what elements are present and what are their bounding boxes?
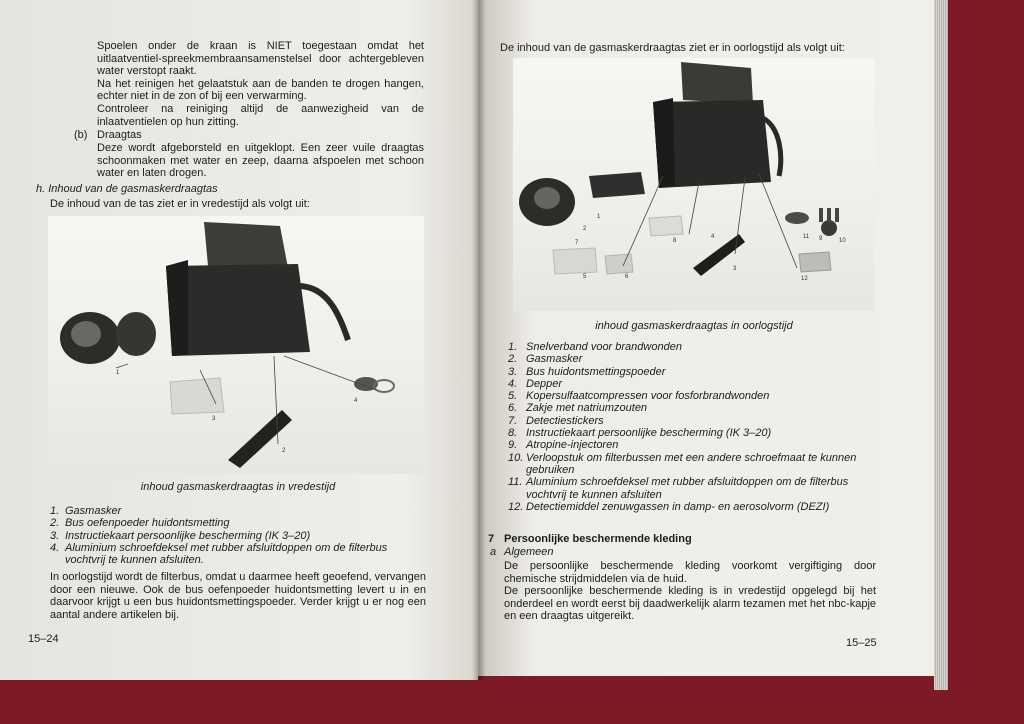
page-edges: [934, 0, 948, 690]
list-item: 1. Gasmasker: [50, 505, 122, 517]
compresses: [553, 248, 597, 274]
callout-11: 11: [803, 234, 810, 240]
wartime-contents-list: [508, 341, 878, 513]
callout-1: 1: [597, 214, 601, 220]
list-item: 8. Instructiekaart persoonlijke bescherming (IK 3–20): [508, 427, 772, 440]
callout-2: 2: [282, 448, 286, 454]
salt-bag: [605, 254, 633, 274]
callout-4: 4: [711, 234, 715, 240]
paragraph: Controleer na reiniging altijd de aanwezigheid van de inlaatventielen op hun zitting.: [97, 102, 424, 128]
callout-3: 3: [733, 266, 737, 272]
subsection-text: Deze wordt afgeborsteld en uitgeklopt. Een zeer vuile draagtas schoonmaken met water en zeep, daarna afspoelen met schoon water en laten drogen.: [97, 142, 424, 180]
dezi: [799, 252, 831, 272]
list-item: 4. Aluminium schroefdeksel met rubber afsluitdoppen om de filterbus vochtvrij te kunnen afsluiten.: [50, 541, 388, 567]
section-heading: Persoonlijke beschermende kleding: [504, 533, 692, 545]
book-gutter: [472, 0, 486, 680]
peacetime-contents-list: [50, 505, 426, 566]
bag-flap: [204, 222, 288, 268]
list-item: 4. Depper: [508, 377, 563, 390]
callout-9: 9: [819, 236, 823, 242]
list-item: 5. Kopersulfaatcompressen voor fosforbrandwonden: [508, 390, 770, 403]
bandage-pack: [589, 172, 645, 198]
subsection-label: (b): [74, 129, 88, 141]
bag-flap: [681, 62, 753, 104]
section-intro: De inhoud van de tas ziet er in vredestijd als volgt uit:: [50, 198, 310, 210]
screw-lid: [821, 220, 837, 236]
list-item: 3. Bus huidontsmettingspoeder: [508, 365, 666, 378]
callout-4: 4: [354, 398, 358, 404]
card: [649, 216, 683, 236]
list-item: 7. Detectiestickers: [508, 414, 604, 427]
callout-2: 2: [583, 226, 587, 232]
list-item: 10. Verloopstuk om filterbussen met een andere schroefmaat te kunnen gebruiken: [508, 451, 857, 476]
peacetime-contents-photo: [48, 216, 424, 474]
instruction-card: [170, 378, 224, 414]
section-number: 7: [488, 533, 495, 545]
subsection-heading: Draagtas: [97, 129, 142, 141]
list-item: 2. Gasmasker: [508, 353, 583, 366]
callout-1: 1: [116, 370, 120, 376]
list-item: 6. Zakje met natriumzouten: [508, 402, 648, 415]
section-body: [504, 560, 876, 623]
list-item: 9. Atropine-injectoren: [508, 439, 619, 452]
wartime-paragraph: In oorlogstijd wordt de filterbus, omdat u daarmee heeft geoefend, vervangen door een nieuwe. Ook de bus oefenpoeder huidontsmetting levert u in en daarvoor krijgt u een bus huidontsmettingspoeder. Verder krijgt u er nog een aantal andere artikelen bij.: [50, 571, 426, 621]
subsection-label: a: [490, 546, 497, 558]
callout-8: 8: [673, 238, 677, 244]
photo-caption: inhoud gasmaskerdraagtas in oorlogstijd: [595, 320, 793, 332]
list-item: 12. Detectiemiddel zenuwgassen in damp- en aerosolvorm (DEZI): [508, 500, 830, 513]
callout-7: 7: [575, 240, 579, 246]
paragraph: Spoelen onder de kraan is NIET toegestaan omdat het uitlaatventiel-spreekmembraansamenstelsel door achtergebleven water verstopt raakt.: [97, 40, 424, 78]
page-number: 15–25: [846, 637, 877, 649]
callout-6: 6: [625, 274, 629, 280]
wartime-contents-photo: [513, 58, 875, 311]
paragraph: De persoonlijke beschermende kleding voorkomt vergiftiging door chemische strijdmiddelen via de huid.: [504, 560, 876, 585]
subsection-heading: Algemeen: [504, 546, 554, 558]
paragraph: De persoonlijke beschermende kleding is in vredestijd opgelegd bij het onderdeel en wordt eerst bij daadwerkelijk alarm tezamen met het nbc-kapje en een draagtas uitgereikt.: [504, 585, 876, 623]
section-heading: h. Inhoud van de gasmaskerdraagtas: [36, 183, 218, 195]
photo-caption: inhoud gasmaskerdraagtas in vredestijd: [140, 481, 336, 493]
powder-canister: [228, 410, 292, 468]
list-item: 2. Bus oefenpoeder huidontsmetting: [50, 517, 230, 530]
callout-12: 12: [801, 276, 808, 282]
callout-10: 10: [839, 238, 846, 244]
adapter: [785, 212, 809, 224]
paragraph: Na het reinigen het gelaatstuk aan de banden te drogen hangen, echter niet in de zon of bij een verwarming.: [97, 77, 424, 103]
section-intro: De inhoud van de gasmaskerdraagtas ziet er in oorlogstijd als volgt uit:: [500, 42, 845, 54]
list-item: 1. Snelverband voor brandwonden: [508, 341, 682, 353]
callout-3: 3: [212, 416, 216, 422]
list-item: 11. Aluminium schroefdeksel met rubber afsluitdoppen om de filterbus vochtvrij te kunnen afsluiten: [508, 476, 849, 501]
list-item: 3. Instructiekaart persoonlijke bescherming (IK 3–20): [50, 529, 311, 542]
page-number: 15–24: [28, 633, 59, 645]
cleaning-instructions: [97, 40, 424, 128]
callout-5: 5: [583, 274, 587, 280]
